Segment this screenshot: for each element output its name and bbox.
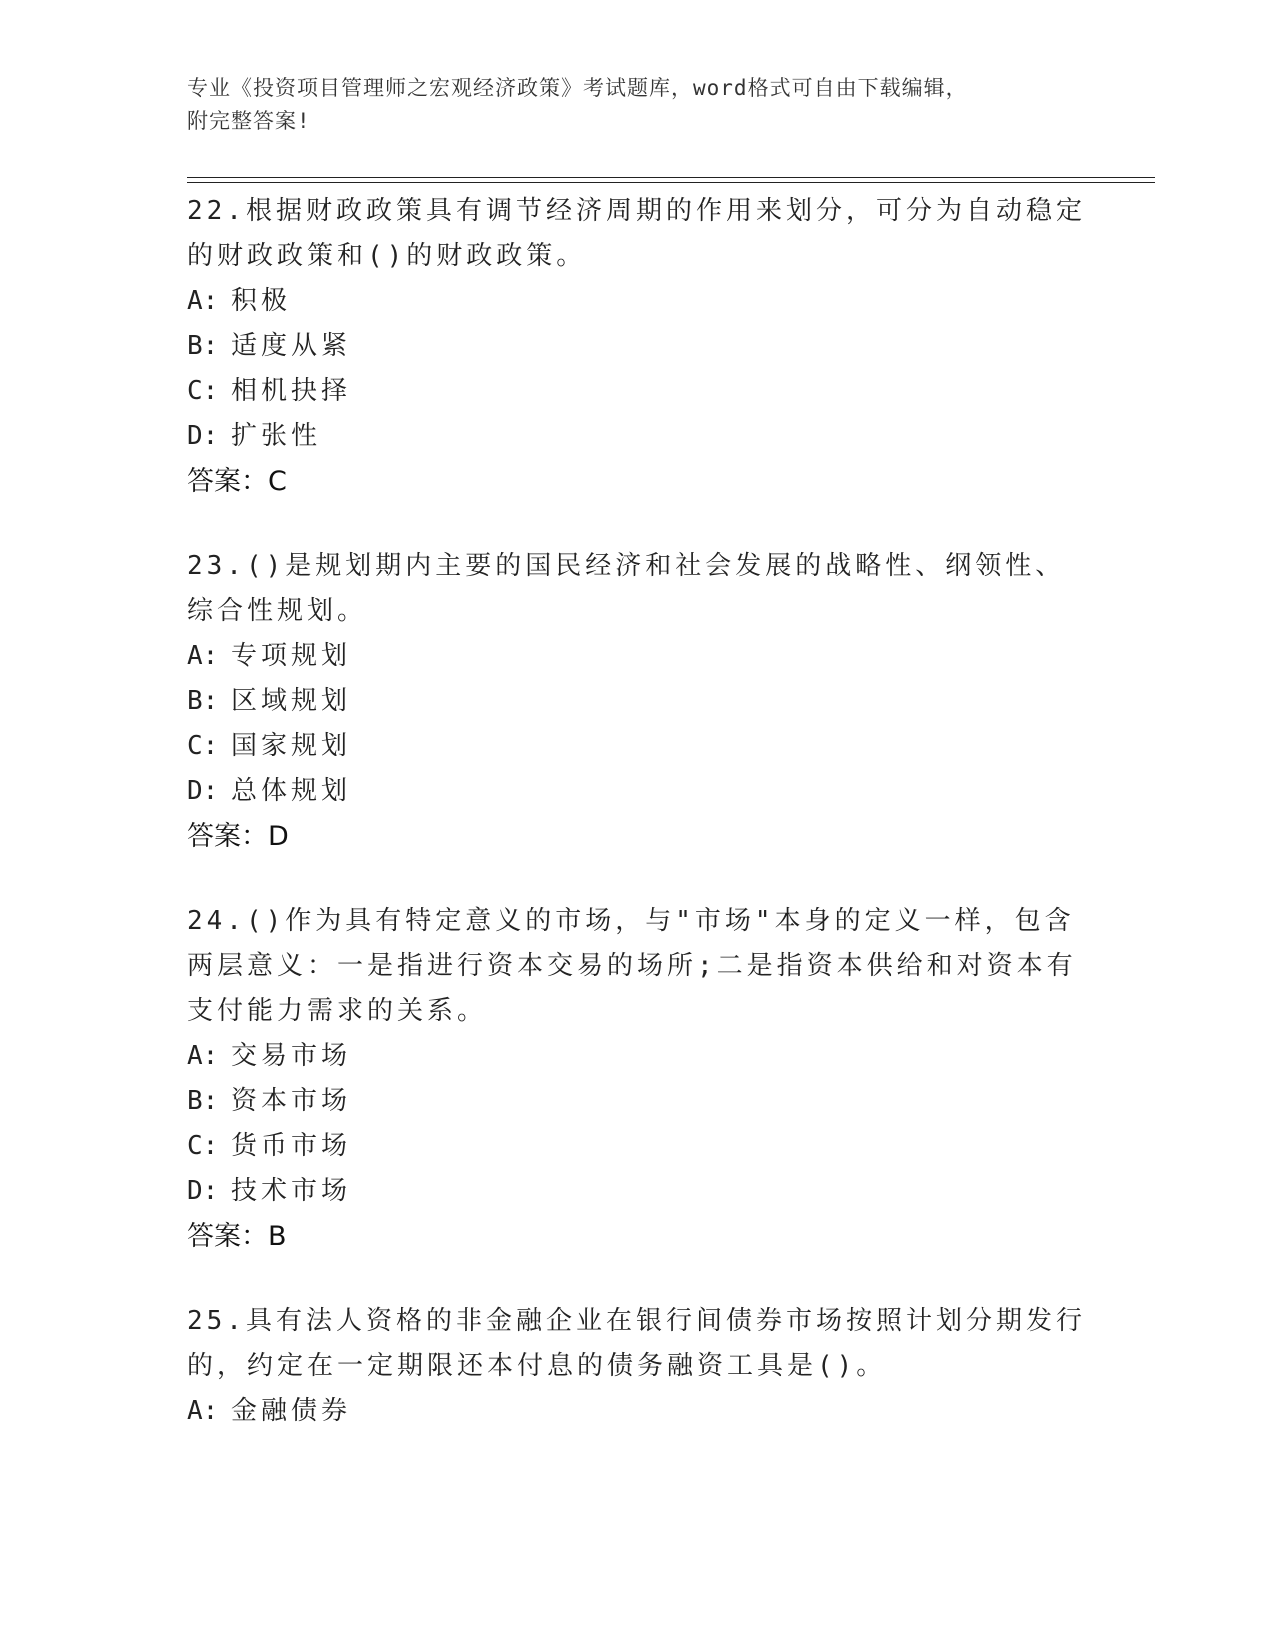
option-a: [187, 634, 1087, 679]
option-a: [187, 279, 1087, 324]
question-stem: 22.根据财政政策具有调节经济周期的作用来划分，可分为自动稳定的财政政策和()的财政政策。: [187, 196, 1086, 271]
question-list: [187, 185, 1087, 1470]
option-a: [187, 1034, 1087, 1079]
option-letter: A:: [187, 1396, 219, 1426]
option-letter: D:: [187, 1176, 219, 1206]
option-b: [187, 679, 1087, 724]
option-text: 货币市场: [231, 1131, 352, 1161]
option-letter: C:: [187, 1131, 219, 1161]
option-letter: A:: [187, 286, 219, 316]
option-c: [187, 1124, 1087, 1169]
option-letter: C:: [187, 731, 219, 761]
option-letter: B:: [187, 686, 219, 716]
answer: 答案：D: [187, 821, 289, 852]
document-header: [187, 72, 1067, 138]
option-d: [187, 414, 1087, 459]
option-text: 适度从紧: [231, 331, 352, 361]
question-25: [187, 1295, 1087, 1434]
option-letter: C:: [187, 376, 219, 406]
option-text: 技术市场: [231, 1176, 352, 1206]
option-b: [187, 1079, 1087, 1124]
option-letter: B:: [187, 331, 219, 361]
option-letter: D:: [187, 776, 219, 806]
option-c: [187, 369, 1087, 414]
question-22: [187, 185, 1087, 504]
option-d: [187, 769, 1087, 814]
option-text: 交易市场: [231, 1041, 352, 1071]
header-divider-top: [187, 177, 1155, 178]
option-text: 相机抉择: [231, 376, 352, 406]
option-text: 积极: [231, 286, 292, 316]
header-line-2: 附完整答案!: [187, 109, 311, 133]
option-text: 扩张性: [231, 421, 322, 451]
option-d: [187, 1169, 1087, 1214]
question-stem: 23.()是规划期内主要的国民经济和社会发展的战略性、纲领性、综合性规划。: [187, 551, 1066, 626]
option-text: 国家规划: [231, 731, 352, 761]
option-text: 专项规划: [231, 641, 352, 671]
option-b: [187, 324, 1087, 369]
header-line-1: 专业《投资项目管理师之宏观经济政策》考试题库，word格式可自由下载编辑，: [187, 76, 968, 100]
option-text: 金融债券: [231, 1396, 352, 1426]
header-divider-bottom: [187, 182, 1155, 183]
option-letter: B:: [187, 1086, 219, 1116]
question-stem: 25.具有法人资格的非金融企业在银行间债券市场按照计划分期发行的，约定在一定期限还本付息的债务融资工具是()。: [187, 1306, 1086, 1381]
option-letter: A:: [187, 1041, 219, 1071]
option-text: 区域规划: [231, 686, 352, 716]
option-text: 总体规划: [231, 776, 352, 806]
answer: 答案：B: [187, 1221, 287, 1252]
question-24: [187, 895, 1087, 1259]
option-c: [187, 724, 1087, 769]
option-letter: A:: [187, 641, 219, 671]
question-23: [187, 540, 1087, 859]
question-stem: 24.()作为具有特定意义的市场，与"市场"本身的定义一样，包含两层意义：一是指进行资本交易的场所;二是指资本供给和对资本有支付能力需求的关系。: [187, 906, 1077, 1026]
option-a: [187, 1389, 1087, 1434]
option-letter: D:: [187, 421, 219, 451]
answer: 答案：C: [187, 466, 287, 497]
option-text: 资本市场: [231, 1086, 352, 1116]
